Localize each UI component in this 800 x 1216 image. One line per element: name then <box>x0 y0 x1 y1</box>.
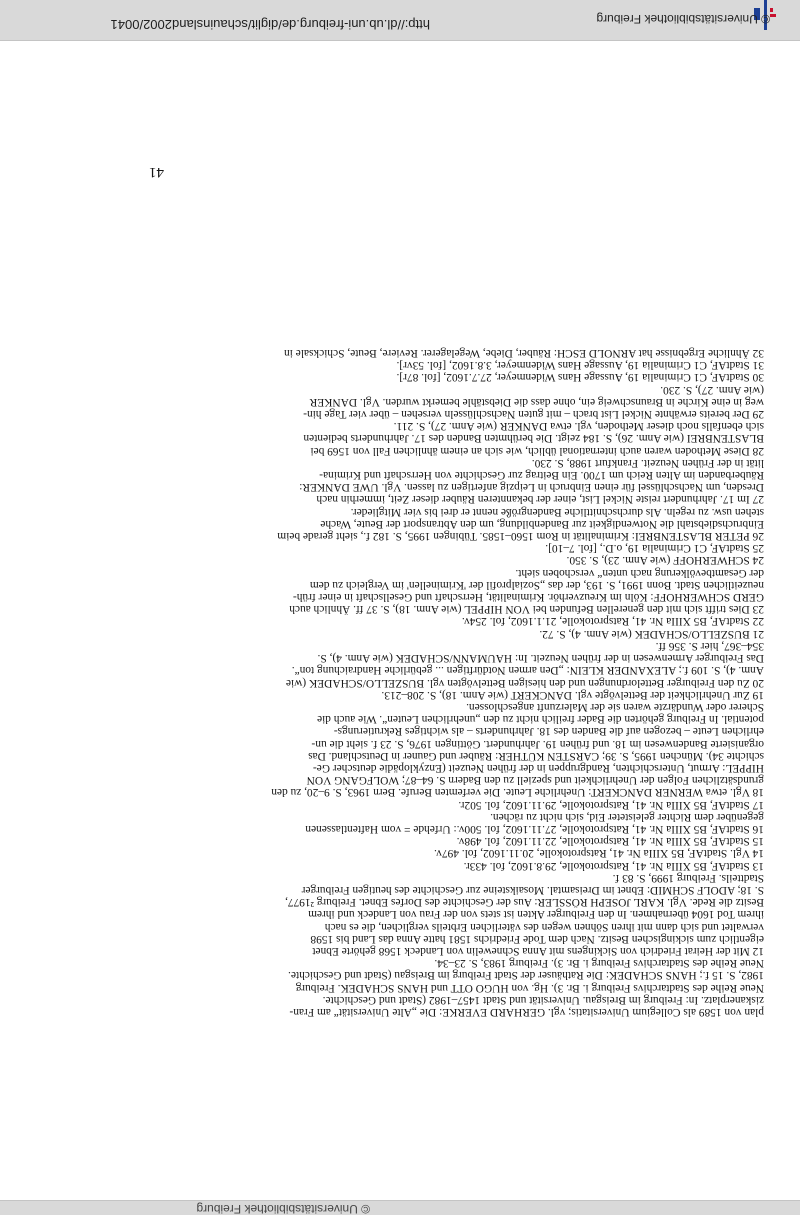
footnote-line: S. 18; ADOLF SCHMID: Ebnet im Dreisamtal. Mosaiksteine zur Geschichte des heutigen Freiburger <box>301 883 764 896</box>
footnote-line: 22 StadtAF, B5 XIIIa Nr. 41, Ratsprotokolle, 21.1.1602, fol. 254v. <box>461 615 764 628</box>
page-url[interactable]: http://dl.ub.uni-freiburg.de/diglit/schauinsland2002/0041 <box>110 17 430 32</box>
footnote-line: eigentlich zum sickingischen Besitz. Nach dem Tode Friedrichs 1581 hatte Anna das Land bis 1598 <box>310 932 764 945</box>
footnote-line: Neue Reihe des Stadtarchivs Freiburg i. Br. 3). Freiburg 1983, S. 23–34. <box>434 957 764 970</box>
footnote-line: schichte 34). München 1995, S. 39; CARSTEN KÜTHER: Räuber und Gauner in Deutschland. Das <box>308 749 764 762</box>
footnotes-block <box>56 347 764 1018</box>
footnote-line: 27 Im 17. Jahrhundert reiste Nickel List, einer der bekannteren Räuber dieser Zeit, immerhin nach <box>316 493 764 506</box>
footnote-line: organisierte Bandenwesen im 18. und frühen 19. Jahrhundert. Göttingen 1976, S. 23 f. sieht die un- <box>311 737 764 750</box>
page-number: 41 <box>149 164 164 180</box>
footnote-line: verwaltet und sich dann mit ihren Söhnen wegen des väterlichen Erbteils verglichen, die es nach <box>324 920 764 933</box>
footnote-line: 29 Der bereits erwähnte Nickel List brach – mit guten Nachschlüsseln versehen – über vier Tage hin- <box>303 408 764 421</box>
footnote-line: 16 StadtAF, B5 XIIIa Nr. 41, Ratsprotokolle, 27.11.1602, fol. 500v.: Urfehde = vom Haftentlassenen <box>305 822 764 835</box>
footnote-line: 32 Ähnliche Ergebnisse hat ARNOLD ESCH: Räuber, Diebe, Wegelagerer. Reviere, Beute, Schicksale in <box>284 347 764 360</box>
copyright-notice-bottom: © Universitätsbibliothek Freiburg <box>196 1202 370 1216</box>
footnote-line: 12 Mit der Heirat Friedrich von Sickingens mit Anna Schnewelin von Landeck 1568 gehörte Ebnet <box>312 944 764 957</box>
footnote-line: 23 Dies trifft sich mit den generellen Befunden bei VON HIPPEL (wie Anm. 18), S. 37 ff. Ähnlich auch <box>289 603 764 616</box>
footnote-line: 30 StadtAF, C1 Criminalia 19, Aussage Hans Widenmeyer, 27.7.1602, [fol. 87r]. <box>396 371 764 384</box>
footnote-line: 31 StadtAF, C1 Criminalia 19, Aussage Hans Widenmeyer, 3.8.1602, [fol. 53vr]. <box>396 359 764 372</box>
footnote-line: 21 BUSZELLO/SCHADEK (wie Anm. 4), S. 72. <box>539 627 764 640</box>
footnote-line: (wie Anm. 27), S. 230. <box>660 383 764 396</box>
footnote-line: Neue Reihe des Stadtarchivs Freiburg i. Br. 3). Hg. von HUGO OTT und HANS SCHADEK. Freiburg <box>295 981 764 994</box>
footnote-line: potential. In Freiburg gehörten die Bader freilich nicht zu den „unehrlichen Leuten“. Wie auch die <box>317 713 764 726</box>
footnote-line: 1982, S. 15 f.; HANS SCHADEK: Die Rathäuser der Stadt Freiburg im Breisgau (Stadt und Geschichte. <box>288 969 764 982</box>
footnote-line: 24 SCHWERHOFF (wie Anm. 23), S. 350. <box>566 554 764 567</box>
footnote-line: plan von 1589 als Collegium Universitatis; vgl. GERHARD EVERKE: Die „Alte Universität“ am Fran- <box>289 1006 764 1018</box>
footnote-line: GERD SCHWERHOFF: Köln im Kreuzverhör. Kriminalität, Herrschaft und Gesellschaft in einer früh- <box>292 591 764 604</box>
footnote-line: grundsätzlichen Folgen der Unehrlichkeit und speziell zu den Badern S. 64–87; WOLFGANG VON <box>306 774 764 787</box>
footnote-line: 25 StadtAF, C1 Criminalia 19, o.D., [fol. 7–10]. <box>545 542 764 555</box>
footnote-line: 20 Zu den Freiburger Bettelordnungen und den hiesigen Bettelvögten vgl. BUSZELLO/SCHADEK (wie <box>285 676 764 689</box>
footnote-line: Das Freiburger Armenwesen in der frühen Neuzeit. In: HAUMANN/SCHADEK (wie Anm. 4), S. <box>317 652 764 665</box>
footnote-line: neuzeitlichen Stadt. Bonn 1991, S. 193, der das „Sozialprofil der 'Kriminellen' im Vergleich zu dem <box>309 578 764 591</box>
footnote-line: Räuberbanden im Alten Reich um 1700. Ein Beitrag zur Geschichte von Herrschaft und Krimina- <box>319 469 764 482</box>
footnote-line: Einbruchsdiebstahl die Notwendigkeit zur Bandenbildung, um den Abtransport der Beute, Wache <box>320 517 764 530</box>
footnote-line: BLASTENBREI (wie Anm. 26), S. 184 zeigt. Die berühmten Banden des 17. Jahrhunderts bedienten <box>303 432 764 445</box>
footnote-line: Anm. 4), S. 109 f.; ALEXANDER KLEIN: „Den armen Notdürftigen ... gebürliche Handraichung ton“. <box>291 664 764 677</box>
copyright-notice: © Universitätsbibliothek Freiburg <box>596 12 770 26</box>
footnote-line: HIPPEL: Armut, Unterschichten, Randgruppen in der frühen Neuzeit (Enzyklopädie deutscher Ge- <box>312 761 764 774</box>
footnote-line: 18 Vgl. etwa WERNER DANCKERT: Unehrliche Leute. Die verfemten Berufe. Bern 1963, S. 9–20, zu den <box>271 786 764 799</box>
footnote-line: weg in eine Kirche in Braunschweig ein, ohne dass die Diebstähle bemerkt wurden. Vgl. DANKER <box>309 395 764 408</box>
footnote-line: lität in der Frühen Neuzeit. Frankfurt 1988, S. 230. <box>531 456 764 469</box>
footnote-line: stehen usw. zu regeln. Als durchschnittliche Bandengröße nennt er drei bis vier Mitglieder. <box>350 505 764 518</box>
footnote-line: 14 Vgl. StadtAF, B5 XIIIa Nr. 41, Ratsprotokolle, 20.11.1602, fol. 497v. <box>434 847 764 860</box>
footnote-line: Besitz die Rede. Vgl. KARL JOSEPH RÖSSLER: Aus der Geschichte des Dorfes Ebnet. Freiburg ²1977, <box>284 896 764 909</box>
footnote-line: 28 Diese Methoden waren auch international üblich, wie sich an einem ähnlichen Fall von 1569 bei <box>310 444 764 457</box>
footnote-line: Dresden, um Nachschlüssel für einen Einbruch in Leipzig anfertigen zu lassen. Vgl. UWE DANKER: <box>299 481 764 494</box>
footnote-line: 15 StadtAF, B5 XIIIa Nr. 41, Ratsprotokolle, 22.11.1602, fol. 498v. <box>456 835 764 848</box>
footnote-line: sich ebenfalls noch dieser Methoden, vgl. etwa DANKER (wie Anm. 27), S. 211. <box>393 420 764 433</box>
footnote-line: ehrlichen Leute – bezogen auf die Banden des 18. Jahrhunderts – als wichtiges Rekrutierungs- <box>333 725 764 738</box>
footnote-line: 19 Zur Unehrlichkeit der Bettelvögte vgl. DANCKERT (wie Anm. 18), S. 208–213. <box>381 688 764 701</box>
footnote-line: ziskanerplatz. In: Freiburg im Breisgau. Universität und Stadt 1457–1982 (Stadt und Geschichte. <box>322 993 764 1006</box>
footnote-line: gegenüber dem Richter geleisteter Eid, sich nicht zu rächen. <box>490 810 764 823</box>
footnote-line: 26 PETER BLASTENBREI: Kriminalität in Rom 1560–1585. Tübingen 1995, S. 182 f., sieht gerade beim <box>277 530 764 543</box>
footnote-line: ihrem Tod 1604 übernahmen. In den Freiburger Akten ist stets von der Frau von Landeck und ihrem <box>308 908 764 921</box>
footnote-line: 13 StadtAF, B5 XIIIa Nr. 41, Ratsprotokolle, 29.8.1602, fol. 433r. <box>463 859 764 872</box>
footnote-line: 354–367, hier S. 356 ff. <box>655 639 764 652</box>
footnote-line: Stadtteils. Freiburg 1999, S. 83 f. <box>612 871 764 884</box>
footnote-line: Scherer oder Wundärzte waren sie der Malerzunft angeschlossen. <box>466 700 764 713</box>
footnote-line: der Gesamtbevölkerung nach unten“ verschoben sieht. <box>515 566 764 579</box>
footnote-line: 17 StadtAF, B5 XIIIa Nr. 41, Ratsprotokolle, 29.11.1602, fol. 502r. <box>458 798 764 811</box>
